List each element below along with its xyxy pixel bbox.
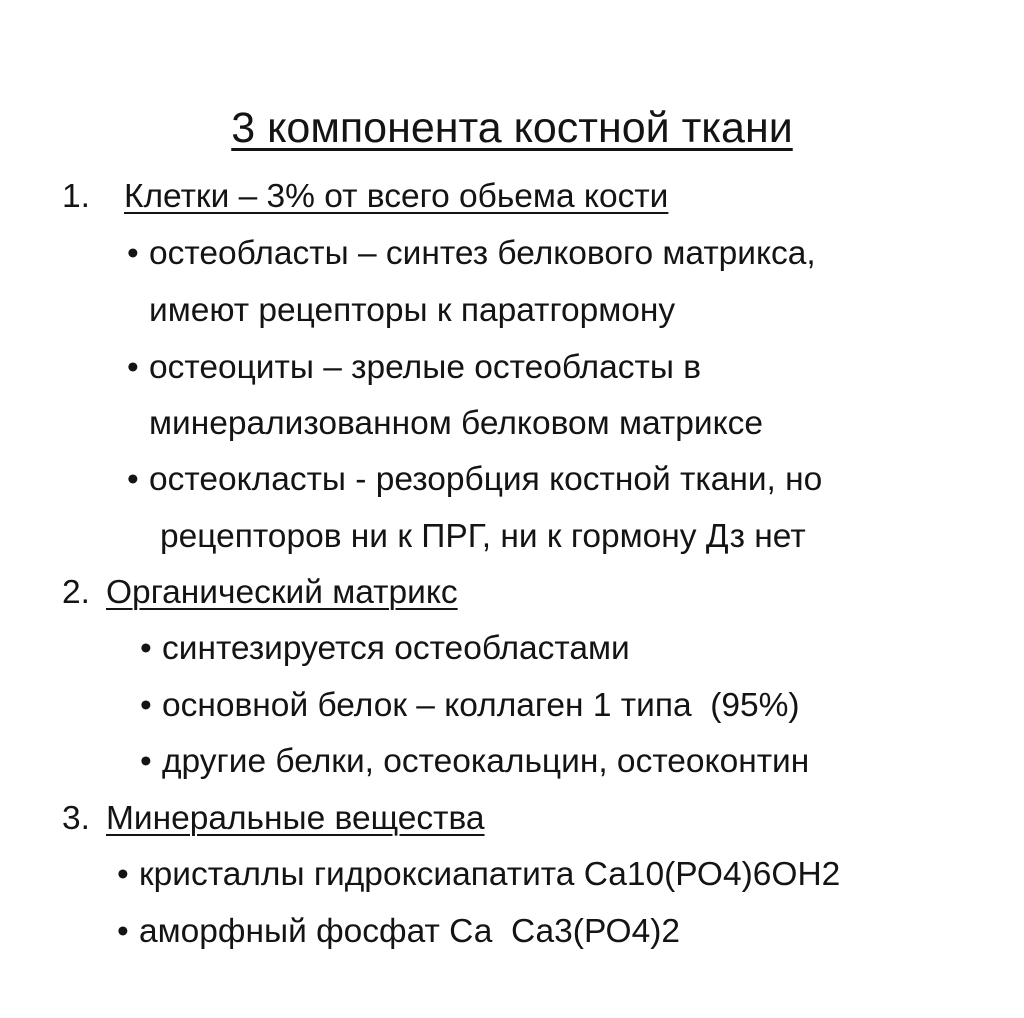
section-2-bullet-3: [140, 740, 809, 784]
bullet-marker: •: [127, 349, 139, 386]
bullet-marker: •: [127, 235, 139, 272]
bullet-text: другие белки, остеокальцин, остеоконтин: [162, 743, 810, 780]
section-1-bullet-2-line-1: [127, 346, 701, 390]
section-1-heading: Клетки – 3% от всего обьема кости: [124, 178, 669, 215]
bullet-text: синтезируется остеобластами: [162, 630, 630, 667]
section-1-bullet-3-line-1: [127, 458, 822, 502]
section-1-heading-row: [62, 175, 668, 219]
section-1-bullet-1-line-2: имеют рецепторы к паратгормону: [149, 292, 676, 329]
section-2-bullet-1: [140, 627, 630, 671]
bullet-marker: •: [140, 630, 152, 667]
section-2-heading-row: [62, 571, 458, 615]
section-3-number: 3.: [62, 800, 90, 837]
bullet-text: остеоциты – зрелые остеобласты в: [149, 349, 701, 386]
bullet-marker: •: [127, 461, 139, 498]
section-1-number: 1.: [62, 178, 90, 215]
section-3-bullet-1: [117, 853, 840, 897]
bullet-marker: •: [117, 856, 129, 893]
section-2-heading: Органический матрикс: [106, 574, 458, 611]
bullet-marker: •: [140, 743, 152, 780]
section-3-heading: Минеральные вещества: [106, 800, 485, 837]
section-2-number: 2.: [62, 574, 90, 611]
bullet-text: основной белок – коллаген 1 типа (95%): [162, 687, 800, 724]
section-1-bullet-3-line-2: рецепторов ни к ПРГ, ни к гормону Дз нет: [160, 518, 806, 555]
section-2-bullet-2: [140, 684, 800, 728]
bullet-text: кристаллы гидроксиапатита Са10(РО4)6ОН2: [139, 856, 841, 893]
bullet-marker: •: [117, 913, 129, 950]
bullet-text: остеокласты - резорбция костной ткани, но: [149, 461, 823, 498]
bullet-marker: •: [140, 687, 152, 724]
section-3-heading-row: [62, 797, 485, 841]
section-3-bullet-2: [117, 910, 680, 954]
slide-title-text: 3 компонента костной ткани: [231, 104, 793, 152]
bullet-text: остеобласты – синтез белкового матрикса,: [149, 235, 816, 272]
bullet-text: аморфный фосфат Са Са3(РО4)2: [139, 913, 681, 950]
section-1-bullet-1-line-1: [127, 232, 816, 276]
section-1-bullet-2-line-2: минерализованном белковом матриксе: [149, 405, 763, 442]
slide-title: [0, 98, 1024, 158]
